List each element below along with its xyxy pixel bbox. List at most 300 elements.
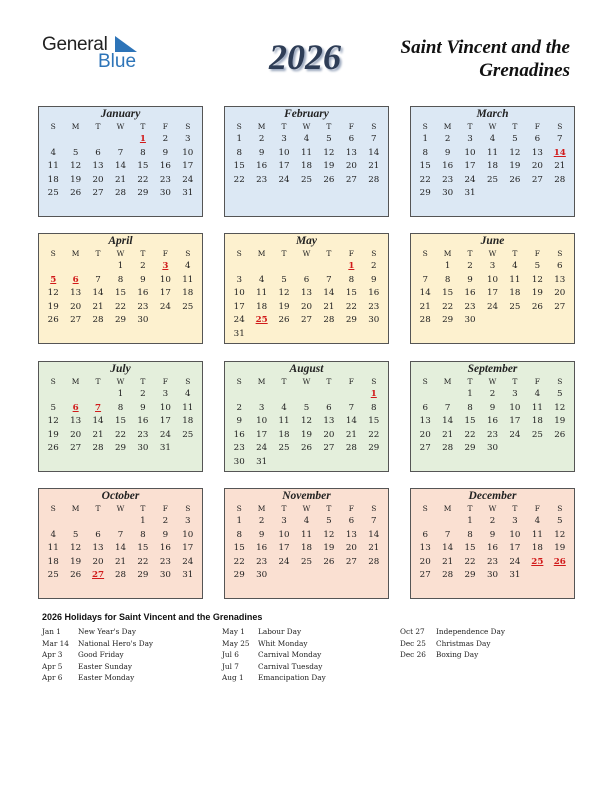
day-cell: 26 xyxy=(47,315,59,326)
day-cell: 31 xyxy=(182,188,194,199)
day-grid xyxy=(411,503,574,583)
day-cell: 22 xyxy=(368,429,380,440)
empty-cell xyxy=(436,388,458,402)
weekday-header: S xyxy=(371,122,377,131)
weekday-header: F xyxy=(162,377,168,386)
day-cell: 4 xyxy=(281,402,287,413)
day-cell: 8 xyxy=(444,274,451,285)
day-cell: 4 xyxy=(512,261,518,271)
day-cell: 20 xyxy=(419,429,431,440)
weekday-header: T xyxy=(512,504,518,513)
day-cell: 12 xyxy=(531,274,543,285)
day-cell: 18 xyxy=(531,543,543,554)
day-cell: 6 xyxy=(422,529,428,540)
weekday-header: F xyxy=(348,377,354,386)
day-cell: 2 xyxy=(140,389,146,399)
day-cell: 25 xyxy=(300,174,313,185)
day-cell: 11 xyxy=(47,543,59,554)
holiday-day: 1 xyxy=(348,261,355,271)
day-cell: 20 xyxy=(345,161,357,172)
day-cell: 22 xyxy=(137,174,149,185)
day-cell: 10 xyxy=(159,274,171,285)
empty-cell xyxy=(436,515,458,529)
empty-cell xyxy=(295,260,317,274)
weekday-header: S xyxy=(185,249,191,258)
day-cell: 2 xyxy=(489,389,496,399)
weekday-header: T xyxy=(140,122,146,131)
day-cell: 14 xyxy=(114,161,127,172)
day-cell: 30 xyxy=(368,315,380,326)
day-cell: 6 xyxy=(326,402,332,413)
day-cell: 7 xyxy=(371,516,377,526)
day-cell: 10 xyxy=(464,147,476,158)
day-cell: 2 xyxy=(467,261,473,271)
weekday-header: S xyxy=(236,249,242,258)
empty-cell xyxy=(295,388,317,402)
day-cell: 9 xyxy=(140,402,146,413)
day-cell: 30 xyxy=(464,315,476,326)
day-cell: 11 xyxy=(278,416,290,427)
day-cell: 15 xyxy=(137,161,149,172)
day-cell: 10 xyxy=(182,147,194,158)
weekday-header: T xyxy=(512,249,518,258)
holiday-name: Easter Monday xyxy=(78,673,135,682)
day-cell: 16 xyxy=(137,416,149,427)
country-title: Saint Vincent and the Grenadines xyxy=(400,37,570,81)
day-cell: 28 xyxy=(323,315,335,326)
weekday-header: W xyxy=(488,504,497,513)
month-title: December xyxy=(468,490,517,502)
holiday-date: Oct 27 xyxy=(400,627,425,636)
day-cell: 10 xyxy=(278,529,290,540)
day-cell: 21 xyxy=(92,429,104,440)
day-cell: 5 xyxy=(281,274,287,285)
day-cell: 12 xyxy=(47,288,59,299)
day-cell: 5 xyxy=(557,516,563,526)
day-cell: 23 xyxy=(233,443,245,454)
weekday-header: T xyxy=(326,504,332,513)
day-cell: 13 xyxy=(554,274,566,285)
day-cell: 8 xyxy=(140,147,146,158)
weekday-header: W xyxy=(302,377,311,386)
day-cell: 13 xyxy=(419,416,431,427)
day-cell: 25 xyxy=(486,174,499,185)
day-cell: 22 xyxy=(233,174,245,185)
day-cell: 17 xyxy=(278,543,290,554)
day-cell: 29 xyxy=(368,443,380,454)
day-cell: 1 xyxy=(422,134,428,144)
weekday-header: T xyxy=(95,249,101,258)
day-cell: 17 xyxy=(159,416,171,427)
day-cell: 18 xyxy=(256,301,268,312)
weekday-header: S xyxy=(50,122,56,131)
weekday-header: W xyxy=(116,377,125,386)
day-cell: 22 xyxy=(345,301,357,312)
weekday-header: W xyxy=(488,249,497,258)
holiday-date: May 1 xyxy=(222,627,245,636)
month-title: May xyxy=(295,235,318,247)
holiday-date: Apr 5 xyxy=(42,661,63,671)
weekday-header: F xyxy=(348,122,354,131)
day-cell: 19 xyxy=(509,161,521,172)
day-cell: 4 xyxy=(185,261,191,271)
day-cell: 12 xyxy=(323,147,335,158)
day-cell: 2 xyxy=(236,402,242,413)
weekday-header: M xyxy=(71,122,80,131)
day-cell: 12 xyxy=(323,529,335,540)
empty-cell xyxy=(318,260,340,274)
day-grid xyxy=(225,248,388,342)
weekday-header: W xyxy=(116,504,125,513)
day-cell: 24 xyxy=(278,556,290,567)
weekday-header: T xyxy=(512,122,518,131)
day-cell: 12 xyxy=(300,416,313,427)
holiday-name: Good Friday xyxy=(78,650,124,659)
day-cell: 16 xyxy=(159,543,171,554)
weekday-header: S xyxy=(185,504,191,513)
weekday-header: T xyxy=(326,377,332,386)
holiday-date: Apr 6 xyxy=(42,673,63,682)
weekday-header: F xyxy=(162,504,168,513)
day-cell: 30 xyxy=(137,443,149,454)
weekday-header: S xyxy=(371,377,377,386)
holiday-day: 1 xyxy=(370,389,377,399)
day-cell: 23 xyxy=(464,301,476,312)
day-cell: 3 xyxy=(281,134,287,144)
day-cell: 9 xyxy=(489,402,496,413)
day-cell: 12 xyxy=(70,161,82,172)
month-may xyxy=(224,233,389,344)
day-cell: 15 xyxy=(233,161,245,172)
day-cell: 9 xyxy=(371,274,377,285)
empty-cell xyxy=(228,260,250,274)
holiday-name: New Year's Day xyxy=(78,627,137,636)
day-cell: 4 xyxy=(303,516,310,526)
day-grid xyxy=(225,121,388,187)
weekday-header: S xyxy=(50,377,56,386)
day-cell: 26 xyxy=(554,429,566,440)
day-cell: 18 xyxy=(182,416,194,427)
weekday-header: M xyxy=(257,504,266,513)
empty-cell xyxy=(250,388,272,402)
weekday-header: F xyxy=(162,249,168,258)
weekday-header: T xyxy=(326,249,332,258)
day-cell: 29 xyxy=(464,443,476,454)
day-cell: 4 xyxy=(50,529,56,540)
weekday-header: T xyxy=(140,377,146,386)
holiday-day: 3 xyxy=(162,261,169,271)
weekday-header: S xyxy=(557,122,563,131)
day-cell: 28 xyxy=(114,570,127,581)
weekday-header: W xyxy=(302,122,311,131)
day-cell: 4 xyxy=(185,389,191,399)
weekday-header: W xyxy=(302,504,311,513)
day-cell: 22 xyxy=(233,556,245,567)
empty-cell xyxy=(87,388,109,402)
day-cell: 17 xyxy=(233,301,245,312)
day-cell: 1 xyxy=(140,516,146,526)
month-september xyxy=(410,361,575,472)
day-cell: 28 xyxy=(114,188,127,199)
day-cell: 6 xyxy=(557,261,563,271)
weekday-header: T xyxy=(95,504,101,513)
day-cell: 3 xyxy=(258,402,265,413)
day-cell: 30 xyxy=(137,315,149,326)
weekday-header: M xyxy=(71,504,80,513)
day-cell: 8 xyxy=(422,147,428,158)
weekday-header: M xyxy=(71,377,80,386)
day-cell: 14 xyxy=(92,288,104,299)
holiday-row xyxy=(400,638,505,650)
day-cell: 20 xyxy=(554,288,566,299)
day-cell: 8 xyxy=(117,402,124,413)
weekday-header: T xyxy=(467,122,473,131)
day-cell: 9 xyxy=(140,274,146,285)
empty-cell xyxy=(87,133,109,147)
day-cell: 17 xyxy=(182,543,194,554)
holiday-date: Dec 26 xyxy=(400,650,426,659)
day-cell: 23 xyxy=(256,174,268,185)
day-cell: 24 xyxy=(159,301,171,312)
day-cell: 17 xyxy=(464,161,476,172)
day-cell: 23 xyxy=(442,174,454,185)
holiday-column xyxy=(42,626,153,684)
day-cell: 5 xyxy=(303,402,310,413)
holiday-row xyxy=(222,661,326,673)
day-cell: 20 xyxy=(300,301,313,312)
day-cell: 4 xyxy=(489,134,496,144)
day-cell: 29 xyxy=(137,570,149,581)
day-cell: 1 xyxy=(444,261,451,271)
weekday-header: F xyxy=(162,122,168,131)
day-cell: 15 xyxy=(114,288,127,299)
month-title: February xyxy=(284,108,329,120)
month-title: August xyxy=(289,363,324,375)
holiday-row xyxy=(222,672,326,684)
weekday-header: S xyxy=(236,504,242,513)
month-title: June xyxy=(480,235,505,247)
day-cell: 29 xyxy=(114,315,127,326)
holiday-day: 25 xyxy=(255,315,268,326)
weekday-header: T xyxy=(95,377,101,386)
weekday-header: S xyxy=(557,377,563,386)
day-cell: 23 xyxy=(486,429,499,440)
day-cell: 13 xyxy=(92,161,104,172)
day-cell: 5 xyxy=(72,529,79,540)
day-cell: 28 xyxy=(92,443,104,454)
year-title: 2026 xyxy=(269,37,341,77)
day-cell: 20 xyxy=(345,543,357,554)
day-cell: 5 xyxy=(50,402,56,413)
day-cell: 27 xyxy=(419,443,431,454)
weekday-header: F xyxy=(534,504,540,513)
day-cell: 16 xyxy=(464,288,476,299)
day-cell: 9 xyxy=(162,529,169,540)
day-cell: 2 xyxy=(258,516,265,526)
generalblue-logo xyxy=(42,34,152,74)
day-cell: 5 xyxy=(326,516,332,526)
day-cell: 12 xyxy=(70,543,82,554)
day-cell: 24 xyxy=(486,301,499,312)
month-august xyxy=(224,361,389,472)
day-cell: 18 xyxy=(182,288,194,299)
holiday-column xyxy=(222,626,326,684)
holiday-name: Labour Day xyxy=(258,627,302,636)
day-cell: 11 xyxy=(531,529,543,540)
day-cell: 13 xyxy=(323,416,335,427)
day-grid xyxy=(225,376,388,470)
day-cell: 6 xyxy=(534,134,541,144)
holiday-date: Jul 7 xyxy=(222,661,239,671)
day-cell: 3 xyxy=(467,134,473,144)
empty-cell xyxy=(414,388,436,402)
day-cell: 26 xyxy=(70,188,82,199)
weekday-header: S xyxy=(185,377,191,386)
day-cell: 10 xyxy=(256,416,268,427)
day-cell: 14 xyxy=(368,529,380,540)
holidays-heading: 2026 Holidays for Saint Vincent and the Grenadines xyxy=(42,612,263,622)
empty-cell xyxy=(64,515,86,529)
day-cell: 17 xyxy=(486,288,499,299)
day-cell: 16 xyxy=(256,543,268,554)
weekday-header: M xyxy=(257,122,266,131)
day-cell: 28 xyxy=(442,443,454,454)
holiday-name: Emancipation Day xyxy=(258,673,326,682)
empty-cell xyxy=(42,133,64,147)
day-cell: 6 xyxy=(95,147,101,158)
day-cell: 17 xyxy=(278,161,290,172)
empty-cell xyxy=(318,388,340,402)
day-cell: 21 xyxy=(419,301,431,312)
day-cell: 17 xyxy=(509,416,521,427)
day-cell: 15 xyxy=(137,543,149,554)
day-cell: 2 xyxy=(371,261,377,271)
day-cell: 16 xyxy=(256,161,268,172)
holiday-day: 1 xyxy=(139,134,146,144)
weekday-header: T xyxy=(95,122,101,131)
day-cell: 26 xyxy=(531,301,543,312)
day-cell: 8 xyxy=(236,529,242,540)
day-cell: 11 xyxy=(47,161,59,172)
day-cell: 23 xyxy=(159,174,171,185)
day-cell: 23 xyxy=(137,429,149,440)
day-cell: 27 xyxy=(300,315,313,326)
day-cell: 8 xyxy=(467,402,473,413)
day-cell: 11 xyxy=(182,274,194,285)
day-cell: 29 xyxy=(137,188,149,199)
weekday-header: S xyxy=(236,122,242,131)
day-cell: 24 xyxy=(278,174,290,185)
weekday-header: T xyxy=(281,504,287,513)
day-grid xyxy=(225,503,388,583)
day-cell: 31 xyxy=(464,188,476,199)
weekday-header: S xyxy=(50,504,56,513)
day-cell: 16 xyxy=(159,161,171,172)
holiday-row xyxy=(400,649,505,661)
day-cell: 14 xyxy=(345,416,357,427)
holiday-day: 25 xyxy=(531,556,544,567)
day-cell: 3 xyxy=(185,516,191,526)
day-cell: 19 xyxy=(70,556,82,567)
day-cell: 10 xyxy=(509,529,521,540)
day-cell: 7 xyxy=(422,274,428,285)
day-cell: 19 xyxy=(278,301,290,312)
month-title: January xyxy=(100,108,141,120)
month-november xyxy=(224,488,389,599)
weekday-header: T xyxy=(281,377,287,386)
day-cell: 13 xyxy=(345,147,357,158)
day-cell: 23 xyxy=(368,301,380,312)
day-cell: 1 xyxy=(117,389,124,399)
weekday-header: F xyxy=(534,122,540,131)
day-cell: 24 xyxy=(464,174,476,185)
day-cell: 9 xyxy=(258,147,265,158)
day-cell: 22 xyxy=(137,556,149,567)
day-cell: 16 xyxy=(442,161,454,172)
day-cell: 22 xyxy=(114,301,127,312)
holiday-row xyxy=(42,672,153,684)
day-cell: 21 xyxy=(554,161,566,172)
empty-cell xyxy=(42,260,64,274)
day-cell: 9 xyxy=(236,416,242,427)
day-cell: 28 xyxy=(368,556,380,567)
empty-cell xyxy=(109,515,131,529)
day-cell: 15 xyxy=(233,543,245,554)
weekday-header: S xyxy=(236,377,242,386)
holiday-name: Easter Sunday xyxy=(78,661,133,671)
day-cell: 2 xyxy=(162,516,169,526)
day-cell: 18 xyxy=(486,161,499,172)
day-cell: 30 xyxy=(233,456,245,467)
holiday-row xyxy=(222,649,326,661)
weekday-header: W xyxy=(116,249,125,258)
holiday-day: 27 xyxy=(92,570,105,581)
day-cell: 20 xyxy=(92,174,104,185)
weekday-header: W xyxy=(302,249,311,258)
day-cell: 26 xyxy=(509,174,521,185)
day-cell: 14 xyxy=(442,416,454,427)
day-cell: 15 xyxy=(464,543,476,554)
day-cell: 5 xyxy=(326,134,332,144)
day-cell: 6 xyxy=(348,134,355,144)
empty-cell xyxy=(273,388,295,402)
weekday-header: M xyxy=(257,249,266,258)
day-cell: 2 xyxy=(444,134,451,144)
weekday-header: T xyxy=(140,249,146,258)
month-title: September xyxy=(467,363,518,375)
day-cell: 26 xyxy=(300,443,313,454)
day-cell: 29 xyxy=(442,315,454,326)
weekday-header: F xyxy=(534,249,540,258)
holiday-name: National Hero's Day xyxy=(78,638,154,648)
day-cell: 25 xyxy=(47,570,59,581)
holiday-day: 14 xyxy=(553,147,566,158)
day-cell: 7 xyxy=(95,274,101,285)
day-cell: 29 xyxy=(345,315,357,326)
day-cell: 21 xyxy=(345,429,357,440)
day-cell: 19 xyxy=(323,543,335,554)
day-cell: 3 xyxy=(281,516,287,526)
day-cell: 2 xyxy=(489,516,496,526)
day-cell: 25 xyxy=(300,556,313,567)
day-cell: 31 xyxy=(182,570,194,581)
day-cell: 27 xyxy=(531,174,543,185)
day-cell: 1 xyxy=(117,261,124,271)
day-cell: 16 xyxy=(368,288,380,299)
day-cell: 17 xyxy=(159,288,171,299)
day-cell: 12 xyxy=(278,288,290,299)
day-cell: 3 xyxy=(185,134,191,144)
